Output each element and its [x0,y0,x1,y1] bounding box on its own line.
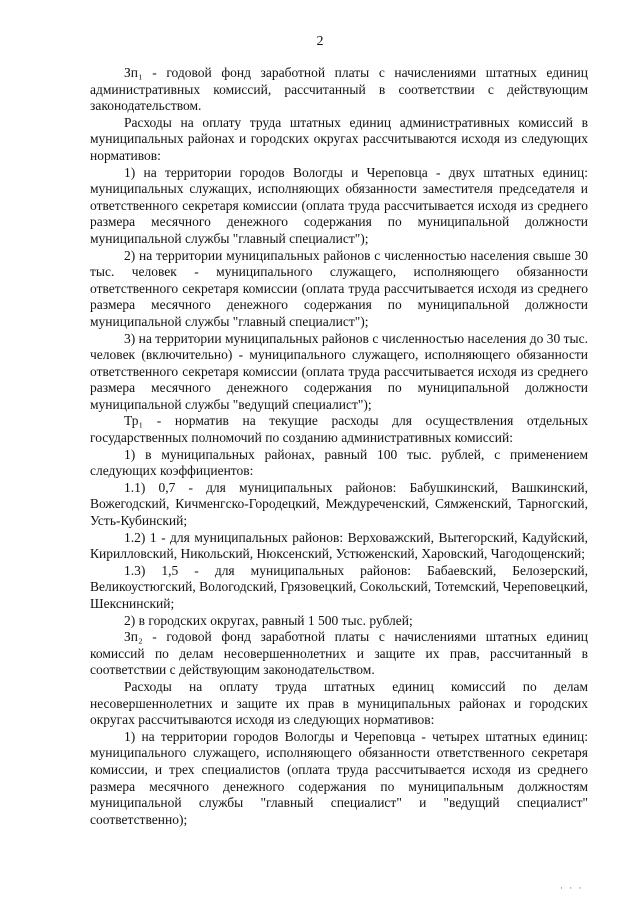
paragraph-zp2-definition: Зп₂ - годовой фонд заработной платы с начислениями штатных единиц комиссий по делам несовершеннолетних и защите их прав, рассчитанный в соответствии с действующим законодательством. [90,629,588,678]
paragraph-minors-norm-1-vologda-cherepovets: 1) на территории городов Вологды и Череповца - четырех штатных единиц: муниципального служащего, исполняющего обязанности ответственного секретаря комиссии, и трех специалистов (оплата труда рассчитывается исходя из среднего размера месячного денежного содержания по муниципальным должностям муниципальной службы "главный специалист" и "ведущий специалист" соответственно); [90,728,588,827]
paragraph-minors-commission-norms-intro: Расходы на оплату труда штатных единиц комиссий по делам несовершеннолетних и защите их прав в муниципальных районах и городских округах рассчитываются исходя из следующих нормативов: [90,678,588,728]
paragraph-norm-3-up-to-30k: 3) на территории муниципальных районов с численностью населения до 30 тыс. человек (включительно) - муниципального служащего, исполняющего обязанности ответственного секретаря комиссии (оплата труда рассчитывается исходя из среднего размера месячного денежного содержания по муниципальной должности муниципальной службы "ведущий специалист"); [90,330,588,412]
document-body [90,65,588,828]
paragraph-admin-commission-norms-intro: Расходы на оплату труда штатных единиц административных комиссий в муниципальных районах и городских округах рассчитываются исходя из следующих нормативов: [90,114,588,163]
paragraph-coefficient-1: 1.2) 1 - для муниципальных районов: Верховажский, Вытегорский, Кадуйский, Кирилловский, Никольский, Нюксенский, Устюженский, Харовский, Чагодощенский; [90,529,588,562]
page-number: 2 [316,34,324,49]
paragraph-coefficient-1-5: 1.3) 1,5 - для муниципальных районов: Бабаевский, Белозерский, Великоустюгский, Вологодский, Грязовецкий, Сокольский, Тотемский, Череповецкий, Шекснинский; [90,562,588,611]
scan-mark: · · · [560,883,584,893]
paragraph-coefficient-0-7: 1.1) 0,7 - для муниципальных районов: Бабушкинский, Вашкинский, Вожегодский, Кичменгско-Городецкий, Междуреченский, Сямженский, Тарногский, Усть-Кубинский; [90,479,588,529]
paragraph-norm-1-vologda-cherepovets: 1) на территории городов Вологды и Череповца - двух штатных единиц: муниципальных служащих, исполняющих обязанности заместителя председателя и ответственного секретаря комиссии (оплата труда рассчитывается исходя из среднего размера месячного денежного содержания по муниципальной должности муниципальной службы "главный специалист"); [90,164,588,246]
paragraph-tr1-districts: 1) в муниципальных районах, равный 100 тыс. рублей, с применением следующих коэффициентов: [90,446,588,479]
paragraph-tr1-definition: Тр₁ - норматив на текущие расходы для осуществления отдельных государственных полномочий по созданию административных комиссий: [90,413,588,446]
paragraph-tr1-city-districts: 2) в городских округах, равный 1 500 тыс. рублей; [124,612,413,628]
paragraph-norm-2-over-30k: 2) на территории муниципальных районов с численностью населения свыше 30 тыс. человек - муниципального служащего, исполняющего обязанности ответственного секретаря комиссии (оплата труда рассчитывается исходя из среднего размера месячного денежного содержания по муниципальной должности муниципальной службы "главный специалист"); [90,247,588,329]
paragraph-zp1-definition: Зп₁ - годовой фонд заработной платы с начислениями штатных единиц административных комиссий, рассчитанный в соответствии с действующим законодательством. [90,65,588,114]
